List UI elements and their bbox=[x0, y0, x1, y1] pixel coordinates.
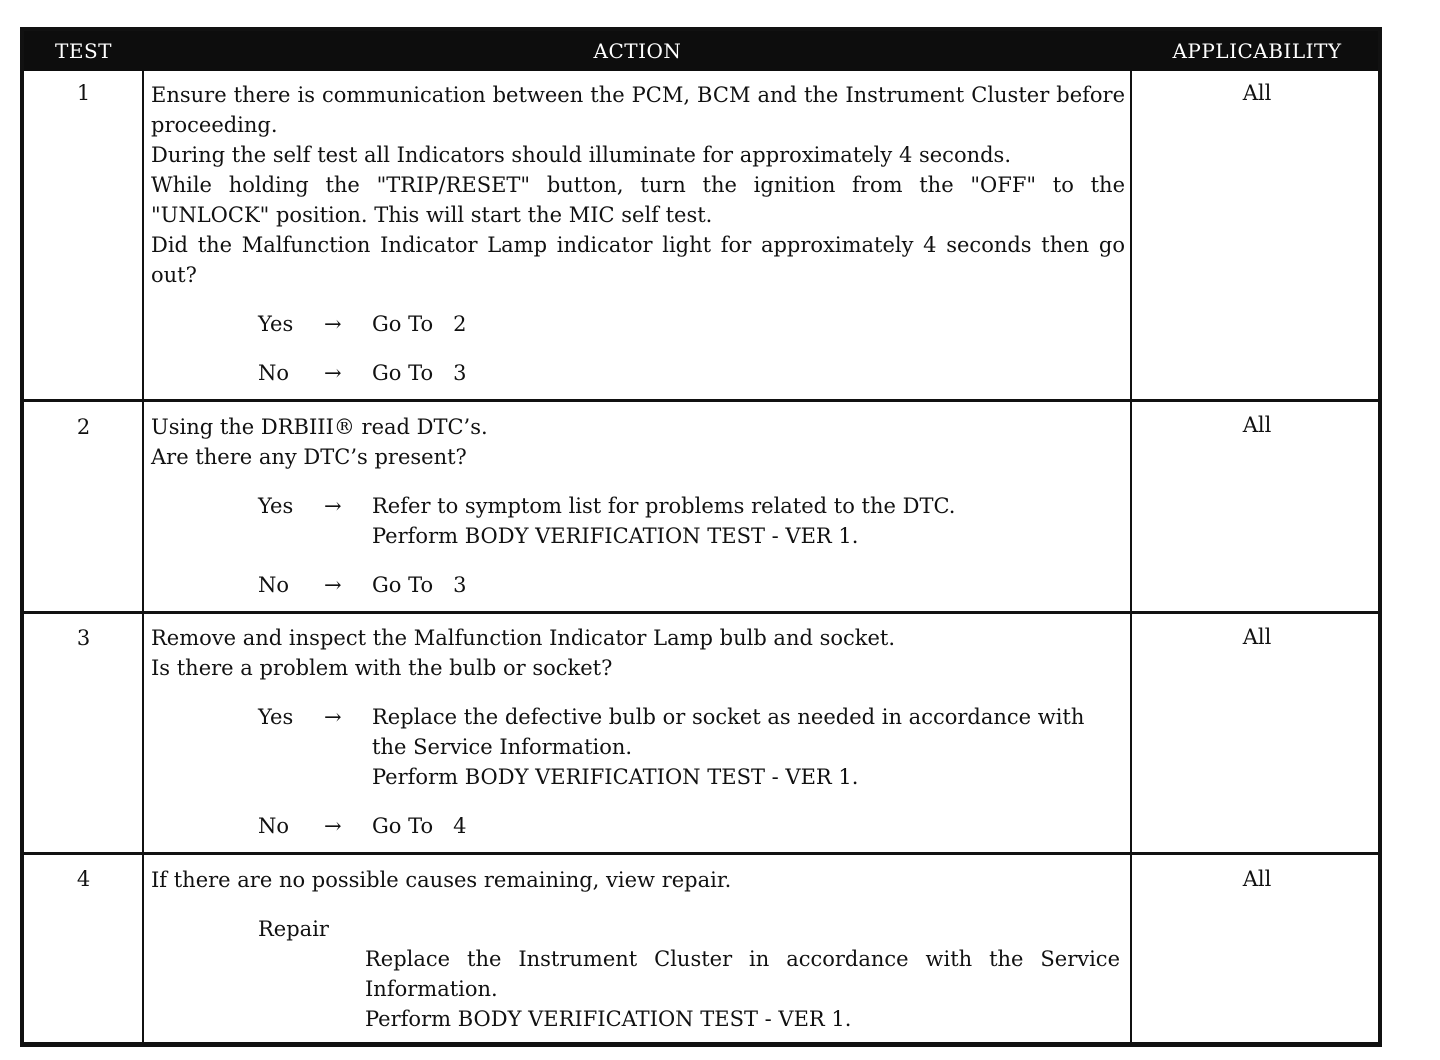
applicability-value: All bbox=[1242, 81, 1272, 105]
column-divider bbox=[1130, 71, 1132, 1042]
result-line: Perform BODY VERIFICATION TEST - VER 1. bbox=[372, 524, 859, 548]
header-test: TEST bbox=[55, 39, 112, 63]
arrow-icon: → bbox=[324, 494, 342, 518]
branch-result: Go To 3 bbox=[372, 361, 467, 385]
branch-result bbox=[372, 491, 1125, 551]
branch-label: No bbox=[258, 573, 290, 597]
branch-result: Go To 4 bbox=[372, 814, 467, 838]
test-number: 1 bbox=[76, 81, 91, 105]
action-line: If there are no possible causes remaining, view repair. bbox=[151, 868, 732, 892]
repair-line: Perform BODY VERIFICATION TEST - VER 1. bbox=[365, 1007, 852, 1031]
test-action bbox=[151, 412, 1125, 600]
branch-result: Go To 2 bbox=[372, 312, 467, 336]
branch-label: No bbox=[258, 814, 290, 838]
applicability-value: All bbox=[1242, 625, 1272, 649]
applicability-value: All bbox=[1242, 867, 1272, 891]
branch-yes bbox=[151, 309, 1125, 339]
action-line: Did the Malfunction Indicator Lamp indicator light for approximately 4 seconds then go out? bbox=[151, 233, 1125, 287]
row-divider bbox=[24, 611, 1378, 614]
arrow-icon: → bbox=[324, 814, 342, 838]
row-divider bbox=[24, 852, 1378, 855]
header-applicability: APPLICABILITY bbox=[1172, 39, 1342, 63]
branch-label: Yes bbox=[258, 494, 294, 518]
action-line: Ensure there is communication between the PCM, BCM and the Instrument Cluster before proceeding. bbox=[151, 83, 1125, 137]
branch-label: Yes bbox=[258, 312, 294, 336]
action-line: During the self test all Indicators should illuminate for approximately 4 seconds. bbox=[151, 143, 1012, 167]
repair-line: Replace the Instrument Cluster in accordance with the Service Information. bbox=[365, 947, 1120, 1001]
branch-result: Go To 3 bbox=[372, 573, 467, 597]
branch-label: Yes bbox=[258, 705, 294, 729]
arrow-icon: → bbox=[324, 312, 342, 336]
test-number: 4 bbox=[76, 867, 91, 891]
action-line: While holding the "TRIP/RESET" button, turn the ignition from the "OFF" to the "UNLOCK" position. This will start the MIC self test. bbox=[151, 173, 1125, 227]
test-action bbox=[151, 80, 1125, 388]
action-line: Using the DRBIII® read DTC’s. bbox=[151, 415, 488, 439]
branch-no bbox=[151, 811, 1125, 841]
diagnostic-test-table bbox=[20, 27, 1382, 1047]
arrow-icon: → bbox=[324, 361, 342, 385]
branch-no bbox=[151, 358, 1125, 388]
result-line: Refer to symptom list for problems related to the DTC. bbox=[372, 494, 956, 518]
test-action bbox=[151, 865, 1125, 1034]
arrow-icon: → bbox=[324, 705, 342, 729]
branch-label: No bbox=[258, 361, 290, 385]
arrow-icon: → bbox=[324, 573, 342, 597]
test-number: 2 bbox=[76, 415, 91, 439]
branch-result bbox=[372, 702, 1125, 792]
row-divider bbox=[24, 399, 1378, 402]
repair-instructions bbox=[365, 944, 1125, 1034]
header-action: ACTION bbox=[593, 39, 682, 63]
table-header bbox=[24, 31, 1378, 71]
action-line: Is there a problem with the bulb or socket? bbox=[151, 656, 613, 680]
repair-label: Repair bbox=[258, 917, 329, 941]
test-number: 3 bbox=[76, 626, 91, 650]
applicability-value: All bbox=[1242, 413, 1272, 437]
branch-no bbox=[151, 570, 1125, 600]
action-line: Remove and inspect the Malfunction Indicator Lamp bulb and socket. bbox=[151, 626, 896, 650]
branch-yes bbox=[151, 702, 1125, 792]
result-line: Replace the defective bulb or socket as needed in accordance with the Service Information. bbox=[372, 705, 1085, 759]
column-divider bbox=[142, 71, 144, 1042]
action-line: Are there any DTC’s present? bbox=[151, 445, 467, 469]
test-action bbox=[151, 623, 1125, 841]
result-line: Perform BODY VERIFICATION TEST - VER 1. bbox=[372, 765, 859, 789]
branch-yes bbox=[151, 491, 1125, 551]
